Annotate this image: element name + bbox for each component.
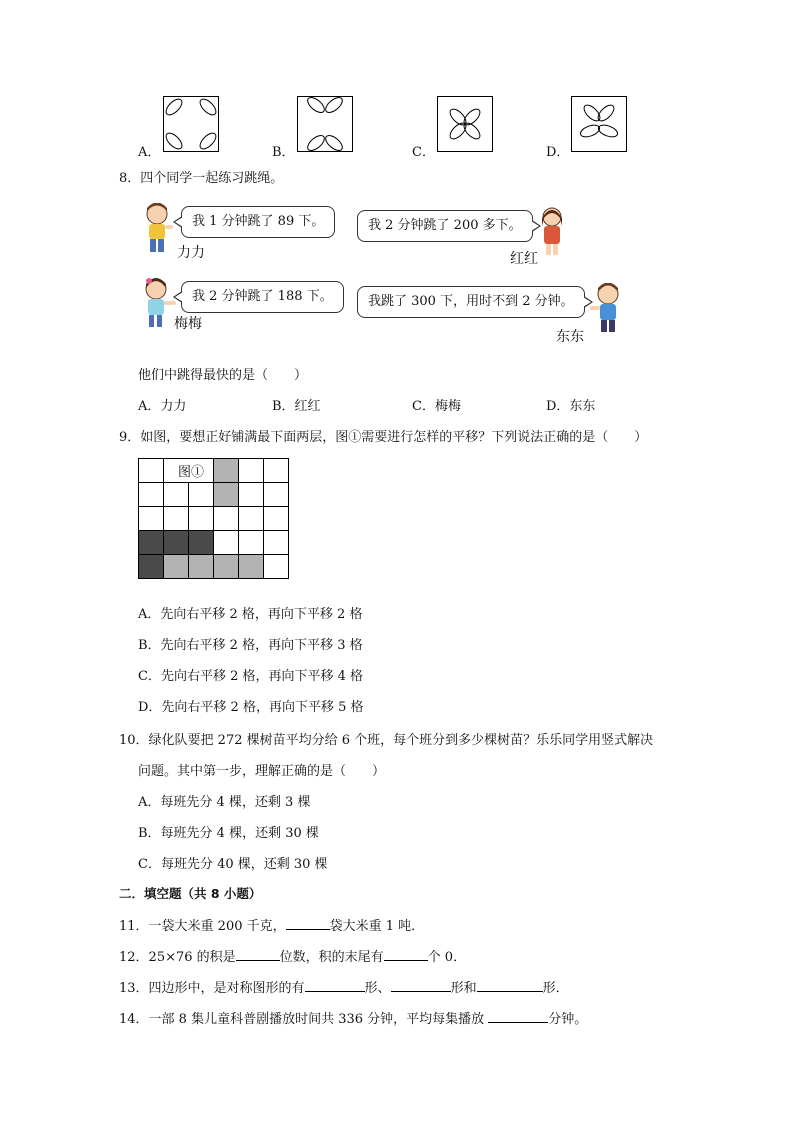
q12-blank-1[interactable] [236,948,280,961]
lili-avatar-icon [140,203,174,255]
q14-text-pre: 14．一部 8 集儿童科普剧播放时间共 336 分钟，平均每集播放 [119,1012,489,1027]
q12-text-pre: 12．25×76 的积是 [119,950,236,965]
q7-option-c-label: C． [412,145,435,160]
q12-blank-2[interactable] [384,948,428,961]
q13-text-mid1: 形、 [364,981,391,996]
section2-title: 二．填空题（共 8 小题） [119,886,262,901]
q8-option-c[interactable]: C．梅梅 [412,399,461,414]
dongdong-name: 东东 [556,329,584,345]
q13-blank-1[interactable] [305,979,365,992]
q13-blank-2[interactable] [391,979,451,992]
q8-stem: 8．四个同学一起练习跳绳。 [119,171,284,186]
q10-option-b[interactable]: B．每班先分 4 棵，还剩 30 棵 [138,826,319,841]
meimei-speech-bubble [181,281,344,313]
q12 [119,946,466,965]
q11-text-post: 袋大米重 1 吨． [329,919,425,934]
q9-grid [138,458,289,579]
q9-figure-label: 图① [178,465,205,480]
dongdong-avatar-icon [590,283,624,335]
q9-option-c[interactable]: C．先向右平移 2 格，再向下平移 4 格 [138,669,364,684]
lili-speech-text: 我 1 分钟跳了 89 下。 [192,214,325,229]
q10-option-a[interactable]: A．每班先分 4 棵，还剩 3 棵 [138,795,311,810]
q11-blank[interactable] [286,917,330,930]
q7-option-c-figure [437,96,493,152]
honghong-speech-text: 我 2 分钟跳了 200 多下。 [368,218,522,233]
q8-question: 他们中跳得最快的是（ ） [138,368,308,383]
q7-option-b-label: B． [272,145,295,160]
q7-option-d-label: D． [546,145,570,160]
q8-option-d[interactable]: D．东东 [546,399,596,414]
q8-option-b[interactable]: B．红红 [272,399,321,414]
dongdong-speech-bubble [357,286,585,318]
q14-blank[interactable] [488,1010,548,1023]
q10-stem-line1: 10．绿化队要把 272 棵树苗平均分给 6 个班，每个班分到多少棵树苗？乐乐同学用竖式解决 [119,733,654,748]
q9-option-b[interactable]: B．先向右平移 2 格，再向下平移 3 格 [138,638,363,653]
q11 [119,915,424,934]
q10-option-c[interactable]: C．每班先分 40 棵，还剩 30 棵 [138,857,328,872]
honghong-name: 红红 [510,251,538,267]
meimei-speech-text: 我 2 分钟跳了 188 下。 [192,289,333,304]
q10-stem-line2: 问题。其中第一步，理解正确的是（ ） [138,764,386,779]
q9-figure-label-cell [164,459,214,483]
q9-option-a[interactable]: A．先向右平移 2 格，再向下平移 2 格 [138,607,363,622]
q7-option-a-label: A． [138,145,161,160]
q13-text-post: 形． [542,981,569,996]
lili-speech-bubble [181,206,335,238]
q13-blank-3[interactable] [477,979,543,992]
q8-option-a[interactable]: A．力力 [138,399,187,414]
q7-option-a-figure [163,96,219,152]
q9-stem: 9．如图，要想正好铺满最下面两层，图①需要进行怎样的平移？下列说法正确的是（ ） [119,430,648,445]
q14-text-post: 分钟。 [548,1012,588,1027]
honghong-speech-bubble [357,210,533,242]
q12-text-post: 个 0． [427,950,467,965]
q12-text-mid: 位数，积的末尾有 [279,950,384,965]
q13-text-mid2: 形和 [450,981,477,996]
q9-option-d[interactable]: D．先向右平移 2 格，再向下平移 5 格 [138,700,364,715]
meimei-name: 梅梅 [174,316,202,332]
q11-text-pre: 11．一袋大米重 200 千克， [119,919,286,934]
q7-option-d-figure [571,96,627,152]
q13 [119,977,569,996]
meimei-avatar-icon [140,278,178,330]
lili-name: 力力 [177,245,205,261]
q13-text-pre: 13．四边形中，是对称图形的有 [119,981,305,996]
honghong-avatar-icon [538,206,566,258]
q7-option-b-figure [297,96,353,152]
q14 [119,1008,587,1027]
dongdong-speech-text: 我跳了 300 下，用时不到 2 分钟。 [368,294,574,309]
